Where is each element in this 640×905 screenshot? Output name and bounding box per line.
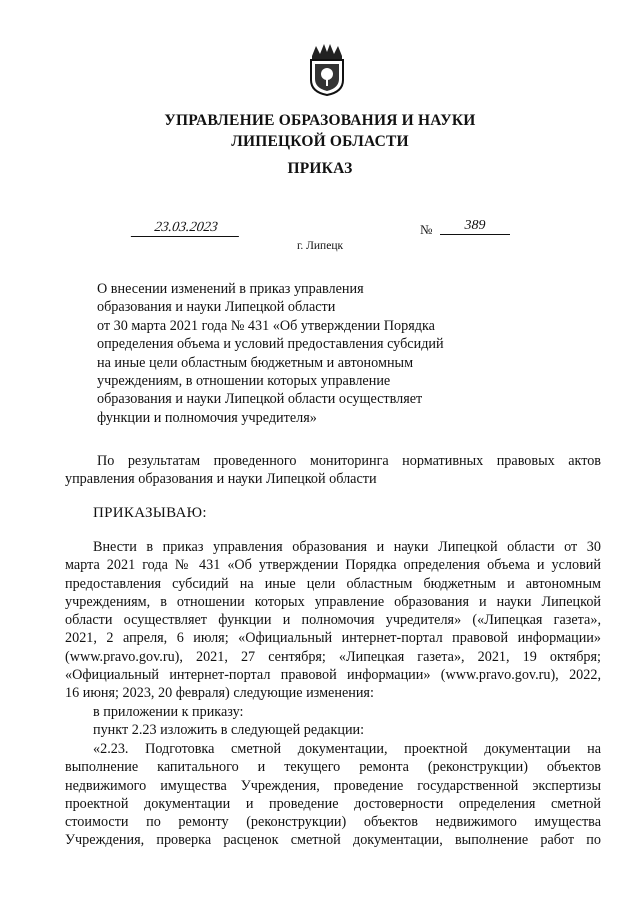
order-title	[97, 280, 497, 427]
title-line: образования и науки Липецкой области осуществляет	[97, 391, 423, 408]
coat-of-arms-emblem	[306, 42, 348, 96]
number-label: №	[420, 222, 433, 237]
preamble-line: управления образования и науки Липецкой области	[65, 471, 377, 488]
title-line: определения объема и условий предоставления субсидий	[97, 336, 444, 353]
agency-name-line2: ЛИПЕЦКОЙ ОБЛАСТИ	[231, 133, 409, 150]
order-date: 23.03.2023	[131, 220, 241, 237]
title-line: О внесении изменений в приказ управления	[97, 281, 364, 297]
point-line: пункт 2.23 изложить в следующей редакции:	[93, 722, 365, 738]
title-line: функции и полномочия учредителя»	[97, 409, 317, 426]
new-text-line: выполнение капитального и текущего ремонта (реконструкции) объектов	[65, 759, 601, 776]
body-line: 16 июня; 2023, 20 февраля) следующие изменения:	[65, 685, 374, 702]
agency-name-line1: УПРАВЛЕНИЕ ОБРАЗОВАНИЯ И НАУКИ	[164, 112, 476, 129]
order-directive: ПРИКАЗЫВАЮ:	[93, 505, 207, 521]
body-line: области осуществляет функции и полномочия учредителя» («Липецкая газета»,	[65, 612, 601, 629]
document-type: ПРИКАЗ	[287, 160, 353, 177]
preamble-line: По результатам проведенного мониторинга нормативных правовых актов	[97, 453, 601, 469]
city: г. Липецк	[296, 240, 344, 252]
title-line: от 30 марта 2021 года № 431 «Об утверждении Порядка	[97, 317, 435, 334]
body-line: Внести в приказ управления образования и науки Липецкой области от 30	[93, 539, 601, 555]
new-text-line: Учреждения, проверка расценок сметной документации, выполнение работ по	[65, 832, 601, 849]
order-body	[65, 538, 601, 703]
body-line: учреждениям, в отношении которых управление образования и науки Липецкой	[65, 593, 601, 610]
title-line: образования и науки Липецкой области	[97, 299, 336, 316]
body-line: (www.pravo.gov.ru), 2021, 27 сентября; «Липецкая газета», 2021, 19 октября;	[65, 648, 601, 665]
body-line: предоставления субсидий на иные цели областным бюджетным и автономным	[65, 575, 601, 592]
title-line: на иные цели областным бюджетным и автономным	[97, 354, 414, 371]
new-text-line: проектной документации и проведение достоверности определения сметной	[65, 795, 601, 812]
order-number: 389	[440, 218, 510, 235]
body-line: «Официальный интернет-портал правовой информации» (www.pravo.gov.ru), 2022,	[65, 667, 601, 684]
title-line: учреждениям, в отношении которых управление	[97, 373, 391, 390]
preamble	[65, 452, 601, 489]
appendix-line: в приложении к приказу:	[93, 704, 244, 720]
new-text-line: «2.23. Подготовка сметной документации, проектной документации на	[93, 741, 601, 757]
body-line: марта 2021 года № 431 «Об утверждении Порядка определения объема и условий	[65, 557, 601, 574]
new-text	[65, 740, 601, 850]
new-text-line: недвижимого имущества Учреждения, проведение государственной экспертизы	[65, 777, 601, 794]
new-text-line: стоимости по ремонту (реконструкции) объектов недвижимого имущества	[65, 814, 601, 831]
body-line: 2021, 2 апреля, 6 июля; «Официальный интернет-портал правовой информации»	[65, 630, 601, 647]
